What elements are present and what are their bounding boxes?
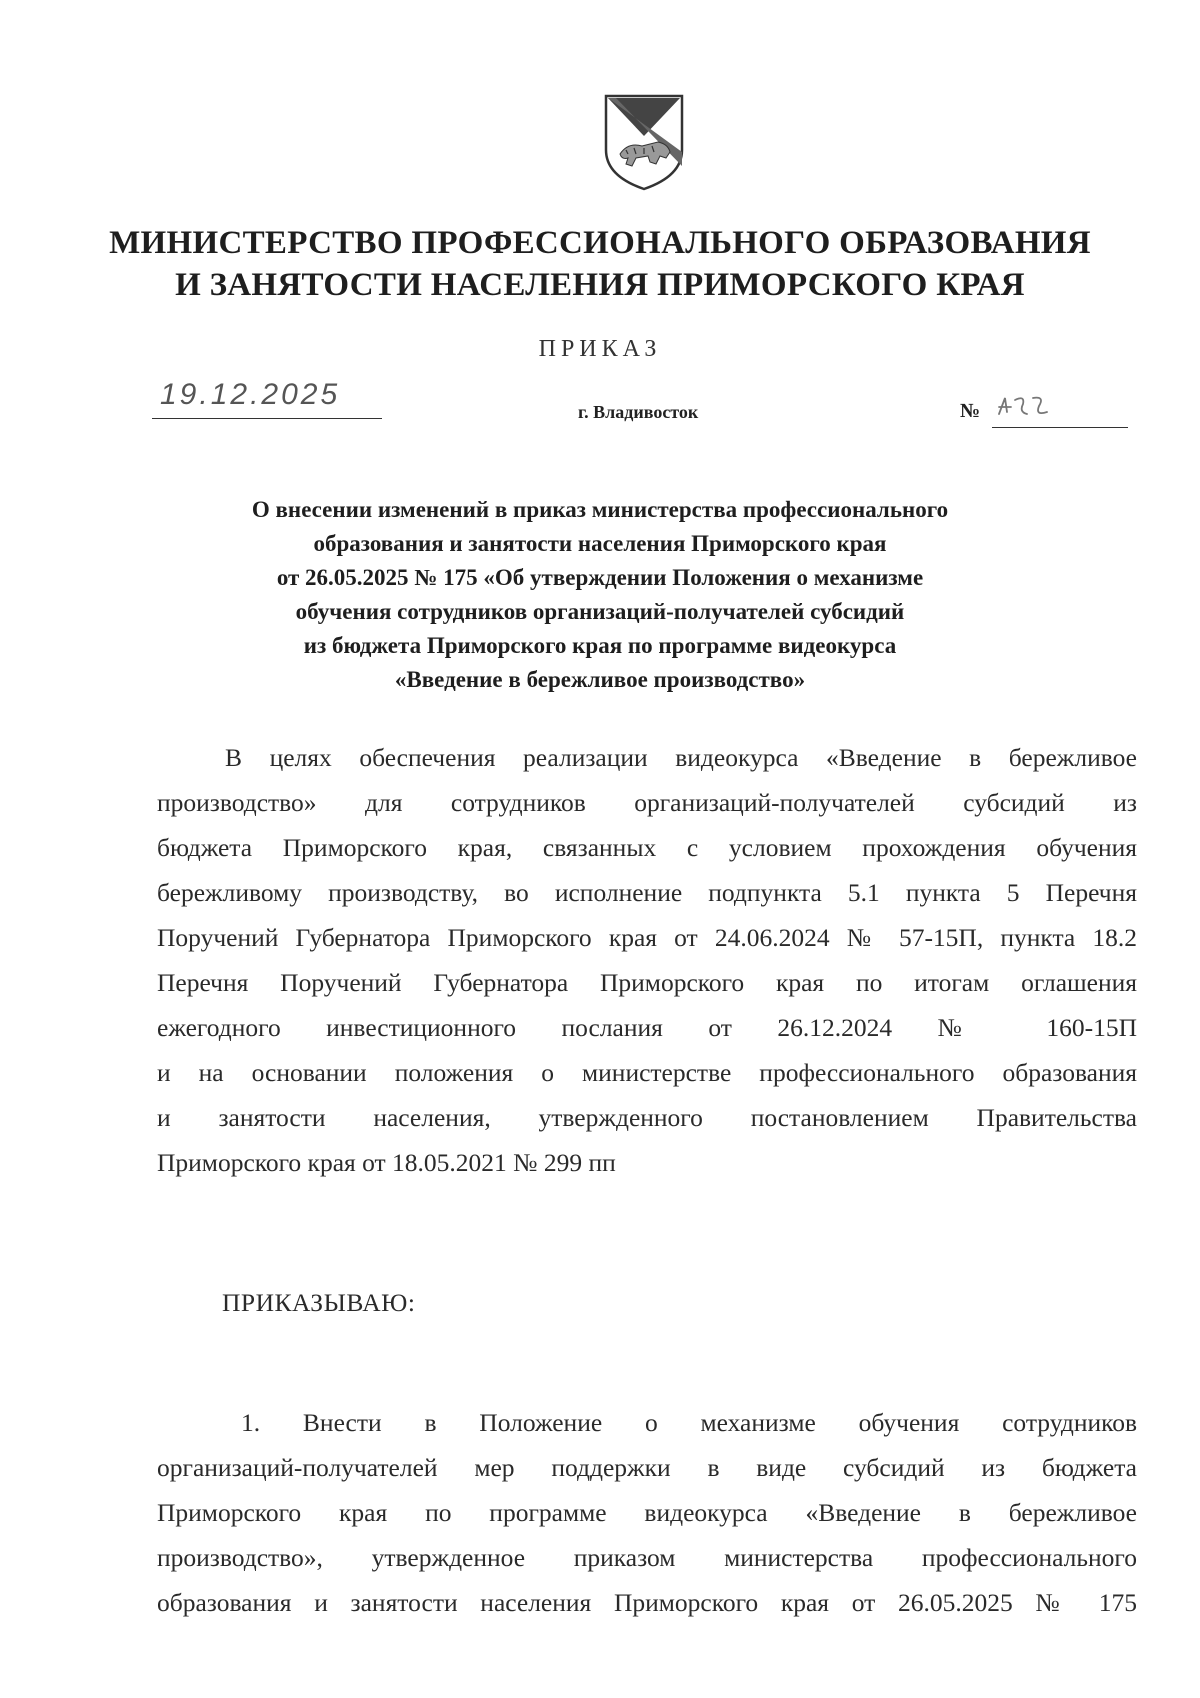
text-line: Перечня Поручений Губернатора Приморского края по итогам оглашения xyxy=(157,968,1137,997)
text-line: организаций-получателей мер поддержки в виде субсидий из бюджета xyxy=(157,1453,1137,1482)
text-line: Приморского края от 18.05.2021 № 299 пп xyxy=(157,1148,616,1177)
text-line: бережливому производству, во исполнение подпункта 5.1 пункта 5 Перечня xyxy=(157,878,1137,907)
ministry-title-line: И ЗАНЯТОСТИ НАСЕЛЕНИЯ ПРИМОРСКОГО КРАЯ xyxy=(175,267,1025,303)
text-line: производство» для сотрудников организаций-получателей субсидий из xyxy=(157,788,1137,817)
ministry-title-line: МИНИСТЕРСТВО ПРОФЕССИОНАЛЬНОГО ОБРАЗОВАНИЯ xyxy=(109,225,1091,261)
date-underline xyxy=(152,418,382,419)
coat-of-arms-icon xyxy=(602,92,686,192)
text-line: Приморского края по программе видеокурса «Введение в бережливое xyxy=(157,1498,1137,1527)
text-line: образования и занятости населения Приморского края от 26.05.2025 № 175 xyxy=(157,1588,1137,1617)
text-line: ежегодного инвестиционного послания от 26.12.2024 № 160-15П xyxy=(157,1013,1137,1042)
subject-line: из бюджета Приморского края по программе видеокурса xyxy=(303,633,897,658)
document-type: ПРИКАЗ xyxy=(538,336,662,362)
text-line: Поручений Губернатора Приморского края от 24.06.2024 № 57-15П, пункта 18.2 xyxy=(157,923,1137,952)
handwritten-number-scribble xyxy=(995,392,1067,420)
subject-line: образования и занятости населения Приморского края xyxy=(313,531,887,556)
text-line: бюджета Приморского края, связанных с условием прохождения обучения xyxy=(157,833,1137,862)
number-sign: № xyxy=(960,400,981,422)
text-line: и занятости населения, утвержденного постановлением Правительства xyxy=(157,1103,1137,1132)
text-line: и на основании положения о министерстве профессионального образования xyxy=(157,1058,1137,1087)
subject-line: «Введение в бережливое производство» xyxy=(394,667,806,692)
subject-line: О внесении изменений в приказ министерства профессионального xyxy=(251,497,949,522)
text-line: 1. Внести в Положение о механизме обучения сотрудников xyxy=(241,1408,1137,1437)
ministry-title xyxy=(0,222,1200,306)
preamble-paragraph xyxy=(157,735,1137,1185)
number-underline xyxy=(992,427,1128,428)
text-line: производство», утвержденное приказом министерства профессионального xyxy=(157,1543,1137,1572)
text-line: В целях обеспечения реализации видеокурса «Введение в бережливое xyxy=(225,743,1137,772)
item-1-paragraph xyxy=(157,1400,1137,1625)
order-directive: ПРИКАЗЫВАЮ: xyxy=(222,1288,416,1317)
handwritten-date: 19.12.2025 xyxy=(160,378,341,411)
subject-line: от 26.05.2025 № 175 «Об утверждении Положения о механизме xyxy=(276,565,924,590)
subject-line: обучения сотрудников организаций-получателей субсидий xyxy=(295,599,905,624)
order-subject xyxy=(0,493,1200,697)
city: г. Владивосток xyxy=(578,402,699,422)
